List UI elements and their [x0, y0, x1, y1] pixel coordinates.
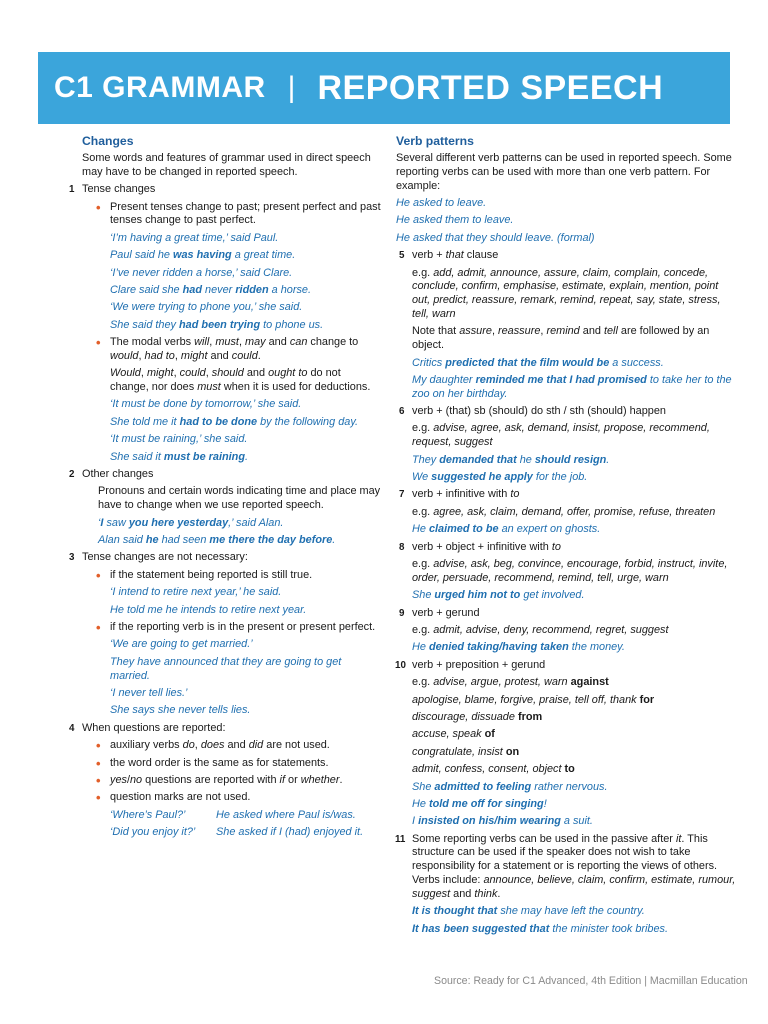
pattern-5-body: e.g. add, admit, announce, assure, claim, complain, concede, conclude, confirm, emphasise, estimate, explain, mention, point out, predict, reassure, remark, remind, repeat, say, state, stress, tell, warn Note that assure, reassure, remind and tell are followed by an object. Critics predicted that the film would be a success. My daughter reminded me that I had promised to take her to the zoo on her birthday.	[412, 266, 732, 400]
section-3: 3 Tense changes are not necessary:	[69, 551, 248, 564]
changes-column	[69, 134, 382, 840]
pattern-6: 6 verb + (that) sb (should) do sth / sth (should) happen	[399, 405, 666, 418]
verb-patterns-heading: Verb patterns	[396, 134, 474, 148]
pattern-9-body: e.g. admit, advise, deny, recommend, regret, suggest He denied taking/having taken the money.	[412, 623, 669, 654]
modals-note: Would, might, could, should and ought to do not change, nor does must when it is used for deductions. ‘It must be done by tomorrow,’ she said. She told me it had to be done by the following day. ‘It must be raining,’ she said. She said it must be raining.	[110, 367, 371, 463]
other-changes: Pronouns and certain words indicating time and place may have to change when we use reported speech. ‘I saw you here yesterday,’ said Alan. Alan said he had seen me there the day before.	[98, 485, 381, 547]
examples-tense: ‘I’m having a great time,’ said Paul. Paul said he was having a great time. ‘I’ve never ridden a horse,’ said Clare. Clare said she had never ridden a horse. ‘We were trying to phone you,’ she said. She said they had been trying to phone us.	[110, 231, 324, 331]
bullet-auxiliary: • auxiliary verbs do, does and did are not used.	[110, 739, 382, 753]
bullet-question-marks: • question marks are not used.	[110, 791, 382, 805]
pattern-7: 7 verb + infinitive with to	[399, 488, 520, 501]
title-level: C1 GRAMMAR	[54, 71, 266, 104]
pattern-10: 10 verb + preposition + gerund	[395, 658, 546, 671]
pattern-9: 9 verb + gerund	[399, 606, 480, 619]
bullet-tense: • Present tenses change to past; present perfect and past tenses change to past perfect.	[110, 201, 382, 229]
changes-intro: Some words and features of grammar used in direct speech may have to be changed in reported speech.	[82, 152, 371, 178]
title-separator: |	[287, 71, 296, 104]
pattern-5: 5 verb + that clause	[399, 249, 499, 262]
source-credit: Source: Ready for C1 Advanced, 4th Edition | Macmillan Education	[434, 975, 748, 987]
verb-patterns-column: Verb patterns Several different verb patterns can be used in reported speech. Some reporting verbs can be used with more than one verb pattern. For example: He asked to leave. He asked them to leave. He asked that they should leave. (formal) 5 verb + that clause e.g. add, admit, announce, assure, claim, complain, concede, conclude, confirm, emphasise, estimate, explain, mention, point out, predict, reassure, remark, remind, repeat, say, state, stress, tell, warn Note that assure, reassure, remind and tell are followed by an object. Critics predicted that the film would be a success. My daughter reminded me that I had promised to take her to the zoo on her birthday. 6 verb + (that) sb (should) do sth / sth (should) happen e.g. advise, agree, ask, demand, insist, propose, recommend, request, suggest They demanded that he should resign. We suggested he apply for the job. 7 verb + infinitive with to e.g. agree, ask, claim, demand, offer, promise, refuse, threaten He claimed to be an expert on ghosts. 8 verb + object + infinitive with to e.g. advise, ask, beg, convince, encourage, forbid, instruct, invite, order, persuade, recommend, remind, tell, urge, warn She urged him not to get involved. 9 verb + gerund e.g. admit, advise, deny, recommend, regret, suggest He denied taking/having taken the money. 10 verb + preposition + gerund e.g. advise, argue, protest, warn against apologise, blame, forgive, praise, tell off, thank for discourage, dissuade from accuse, speak of congratulate, insist on admit, confess, consent, object to She admitted to feeling rather nervous. He told me off for singing! I insisted on his/him wearing a suit. 11 Some reporting verbs can be used in the passive after it. This structure can be used if the speaker does not wish to take responsibility for a statement or is reporting the views of others. Verbs include: announce, believe, claim, confirm, estimate, rumour, suggest and think. It is thought that she may have left the country. It has been suggested that the minister took bribes.	[395, 134, 736, 935]
title-banner	[38, 52, 730, 124]
pattern-11: 11 Some reporting verbs can be used in the passive after it. This structure can be used if the speaker does not wish to take responsibility for a statement or is reporting the views of others. Verbs include: announce, believe, claim, confirm, estimate, rumour, suggest and think.	[395, 832, 736, 900]
bullet-present-verb: • if the reporting verb is in the present or present perfect.	[110, 621, 382, 635]
pattern-8-body: e.g. advise, ask, beg, convince, encourage, forbid, instruct, invite, order, persuade, recommend, remind, tell, urge, warn She urged him not to get involved.	[412, 558, 728, 602]
pattern-11-body: It is thought that she may have left the country. It has been suggested that the minister took bribes.	[412, 905, 669, 935]
section-2: 2 Other changes	[69, 468, 154, 481]
examples-present-verb: ‘We are going to get married.’ They have announced that they are going to get married. ‘I never tell lies.’ She says she never tells lies.	[110, 638, 342, 717]
pattern-8: 8 verb + object + infinitive with to	[399, 540, 561, 553]
bullet-word-order: • the word order is the same as for statements.	[110, 757, 382, 771]
changes-heading: Changes	[82, 134, 134, 148]
bullet-modals: • The modal verbs will, must, may and can change to would, had to, might and could.	[110, 336, 382, 364]
pattern-6-body: e.g. advise, agree, ask, demand, insist, propose, recommend, request, suggest They demanded that he should resign. We suggested he apply for the job.	[412, 422, 710, 484]
section-4: 4 When questions are reported:	[69, 721, 226, 734]
section-1: 1 Tense changes	[69, 183, 156, 196]
bullet-yes-no: • yes/no questions are reported with if or whether.	[110, 774, 382, 788]
title-topic: REPORTED SPEECH	[317, 68, 664, 107]
examples-still-true: ‘I intend to retire next year,’ he said. He told me he intends to retire next year.	[110, 586, 307, 616]
pattern-10-body: e.g. advise, argue, protest, warn against apologise, blame, forgive, praise, tell off, thank for discourage, dissuade from accuse, speak of congratulate, insist on admit, confess, consent, object to She admitted to feeling rather nervous. He told me off for singing! I insisted on his/him wearing a suit.	[412, 676, 655, 828]
question-examples: ‘Where’s Paul?’ He asked where Paul is/was. ‘Did you enjoy it?’ She asked if I (had) enjoyed it.	[110, 808, 364, 839]
bullet-still-true: • if the statement being reported is still true.	[110, 569, 382, 583]
pattern-7-body: e.g. agree, ask, claim, demand, offer, promise, refuse, threaten He claimed to be an expert on ghosts.	[412, 505, 716, 536]
verb-patterns-intro: Several different verb patterns can be used in reported speech. Some reporting verbs can be used with more than one verb pattern. For example:	[396, 152, 732, 192]
